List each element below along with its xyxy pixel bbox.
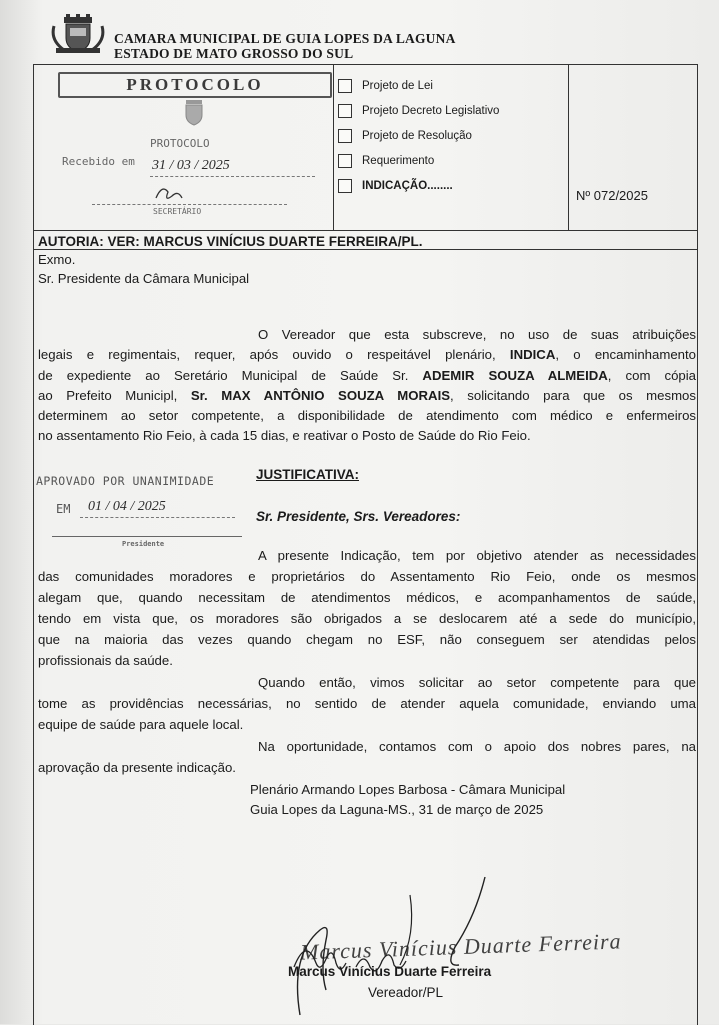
checkbox-square[interactable] xyxy=(338,179,352,193)
justificativa-p1-line: profissionais da saúde. xyxy=(38,653,173,668)
checkbox-requerimento[interactable] xyxy=(338,154,434,168)
aprovado-date: 01 / 04 / 2025 xyxy=(88,499,166,514)
body-line-5: determinem ao setor competente, a disponibilidade de atendimento com médico e enfermeiros xyxy=(38,408,696,423)
frame-divider xyxy=(33,249,698,250)
aprovado-date-line xyxy=(80,517,235,518)
aprovado-stamp: APROVADO POR UNANIMIDADE xyxy=(36,474,215,488)
justificativa-salutation: Sr. Presidente, Srs. Vereadores: xyxy=(256,509,461,524)
justificativa-p2-line: tome as providências necessárias, no sentido de atender aquela comunidade, enviando uma xyxy=(38,696,696,711)
date-underline xyxy=(150,176,315,177)
recebido-label: Recebido em xyxy=(62,155,135,168)
signer-name: Marcus Vinícius Duarte Ferreira xyxy=(288,964,492,979)
body-line-4: ao Prefeito Municipl, Sr. MAX ANTÔNIO SOUZA MORAIS, solicitando para que os mesmos xyxy=(38,388,696,403)
body-line-3: de expediente ao Seretário Municipal de Saúde Sr. ADEMIR SOUZA ALMEIDA, com cópia xyxy=(38,368,697,383)
justificativa-p3-line: aprovação da presente indicação. xyxy=(38,760,236,775)
justificativa-p2-line: equipe de saúde para aquele local. xyxy=(38,717,244,732)
justificativa-p3-line: Na oportunidade, contamos com o apoio dos nobres pares, na xyxy=(258,739,696,754)
aprovado-em-label: EM xyxy=(56,502,71,516)
initials-scribble xyxy=(150,184,190,206)
secretario-line xyxy=(92,204,287,205)
checkbox-indicacao[interactable] xyxy=(338,179,453,193)
justificativa-p2-line: Quando então, vimos solicitar ao setor competente para que xyxy=(258,675,696,690)
justificativa-p1-line: das comunidades moradores e proprietários do Assentamento Rio Feio, onde os mesmos xyxy=(38,569,696,584)
checkbox-square[interactable] xyxy=(338,154,352,168)
checkbox-projeto-resolucao[interactable] xyxy=(338,129,472,143)
checkbox-square[interactable] xyxy=(338,104,352,118)
protocolo-title: PROTOCOLO xyxy=(58,72,332,98)
municipal-coat-of-arms-icon xyxy=(50,14,106,54)
protocolo-stamp-label: PROTOCOLO xyxy=(150,137,210,150)
body-line-1: O Vereador que esta subscreve, no uso de suas atribuições xyxy=(258,327,696,342)
justificativa-p1-line: que na maioria das vezes quando chegam no ESF, não conseguem ser atendidas pelos xyxy=(38,632,696,647)
secretario-label: SECRETÁRIO xyxy=(153,207,202,216)
checkbox-label: Projeto de Resolução xyxy=(362,130,472,142)
justificativa-p1-line: tendo em vista que, os moradores são obrigados a se deslocarem até a sede do município, xyxy=(38,611,696,626)
greeting-presidente: Sr. Presidente da Câmara Municipal xyxy=(38,271,250,286)
checkbox-projeto-decreto[interactable] xyxy=(338,104,499,118)
checkbox-label: Projeto de Lei xyxy=(362,80,433,92)
header-state-name: ESTADO DE MATO GROSSO DO SUL xyxy=(114,46,354,61)
checkbox-label: Requerimento xyxy=(362,155,435,167)
recebido-date: 31 / 03 / 2025 xyxy=(152,158,230,173)
justificativa-title: JUSTIFICATIVA: xyxy=(256,467,359,482)
closing-date: Guia Lopes da Laguna-MS., 31 de março de 2025 xyxy=(250,802,544,817)
stamp-crest-icon xyxy=(178,98,210,128)
presidente-line xyxy=(52,536,242,537)
checkbox-label: INDICAÇÃO........ xyxy=(362,180,453,192)
presidente-label: Presidente xyxy=(122,540,165,548)
checkbox-square[interactable] xyxy=(338,79,352,93)
greeting-exmo: Exmo. xyxy=(38,252,76,267)
checkbox-square[interactable] xyxy=(338,129,352,143)
closing-place: Plenário Armando Lopes Barbosa - Câmara Municipal xyxy=(250,782,566,797)
header-chamber-name: CAMARA MUNICIPAL DE GUIA LOPES DA LAGUNA xyxy=(114,31,456,46)
document-number: Nº 072/2025 xyxy=(576,188,648,203)
justificativa-p1-line: alegam que, quando necessitam de atendimentos médicos, e acompanhamentos de saúde, xyxy=(38,590,696,605)
frame-divider xyxy=(568,64,569,231)
body-line-2: legais e regimentais, requer, após ouvido o respeitável plenário, INDICA, o encaminhamento xyxy=(38,347,696,362)
handwritten-signature-text: Marcus Vinícius Duarte Ferreira xyxy=(299,928,622,965)
signer-role: Vereador/PL xyxy=(368,985,444,1000)
frame-divider xyxy=(333,64,334,231)
frame-divider xyxy=(33,230,698,231)
checkbox-projeto-lei[interactable] xyxy=(338,79,433,93)
body-line-6: no assentamento Rio Feio, à cada 15 dias, e reativar o Posto de Saúde do Rio Feio. xyxy=(38,428,531,443)
autoria-line: AUTORIA: VER: MARCUS VINÍCIUS DUARTE FERREIRA/PL. xyxy=(38,234,423,249)
justificativa-p1-line: A presente Indicação, tem por objetivo atender as necessidades xyxy=(258,548,696,563)
checkbox-label: Projeto Decreto Legislativo xyxy=(362,105,500,117)
